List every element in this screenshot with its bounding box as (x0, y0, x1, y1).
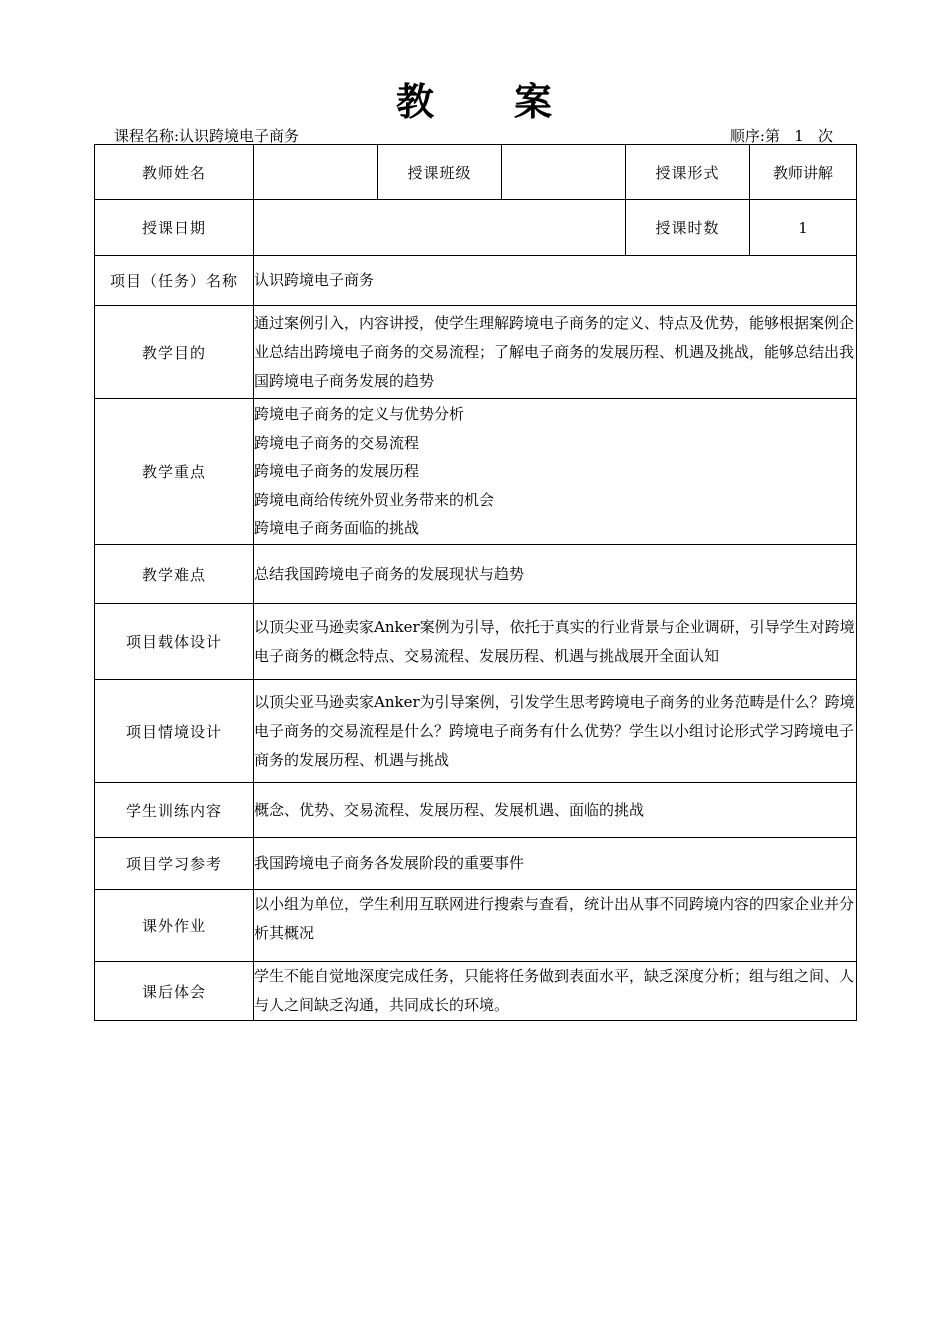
teacher-name-value (254, 145, 378, 200)
key-points-list (254, 399, 857, 545)
sequence-number: 1 (794, 127, 804, 145)
class-label: 授课班级 (378, 145, 502, 200)
project-name-label: 项目（任务）名称 (95, 256, 254, 306)
teaching-form-value: 教师讲解 (750, 145, 857, 200)
teaching-hours-value: 1 (750, 200, 857, 256)
list-item: 跨境电子商务的发展历程 (254, 462, 420, 481)
reflection-value: 学生不能自觉地深度完成任务，只能将任务做到表面水平，缺乏深度分析；组与组之间、人与人之间缺乏沟通，共同成长的环境。 (254, 962, 857, 1021)
teaching-date-value (254, 200, 626, 256)
table-row (95, 604, 857, 680)
list-item: 跨境电子商务的定义与优势分析 (254, 405, 465, 424)
table-row (95, 783, 857, 838)
difficulty-value: 总结我国跨境电子商务的发展现状与趋势 (254, 545, 857, 604)
scenario-design-value: 以顶尖亚马逊卖家Anker为引导案例，引发学生思考跨境电子商务的业务范畴是什么？跨境电子商务的交易流程是什么？跨境电子商务有什么优势？学生以小组讨论形式学习跨境电子商务的发展历程、机遇与挑战 (254, 680, 857, 783)
table-row (95, 890, 857, 962)
document-title (0, 78, 950, 126)
teaching-date-label: 授课日期 (95, 200, 254, 256)
table-row (95, 545, 857, 604)
sequence-unit: 次 (817, 127, 833, 145)
table-row (95, 200, 857, 256)
reference-label: 项目学习参考 (95, 838, 254, 890)
title-char-1: 教 (395, 80, 436, 124)
homework-value: 以小组为单位，学生利用互联网进行搜索与查看，统计出从事不同跨境内容的四家企业并分析其概况 (254, 890, 857, 962)
lesson-plan-table (94, 144, 857, 1021)
project-name-value: 认识跨境电子商务 (254, 256, 857, 306)
objective-label: 教学目的 (95, 306, 254, 399)
table-row (95, 256, 857, 306)
reflection-label: 课后体会 (95, 962, 254, 1021)
table-row (95, 306, 857, 399)
reference-value: 我国跨境电子商务各发展阶段的重要事件 (254, 838, 857, 890)
list-item: 跨境电子商务的交易流程 (254, 433, 420, 452)
carrier-design-label: 项目载体设计 (95, 604, 254, 680)
training-value: 概念、优势、交易流程、发展历程、发展机遇、面临的挑战 (254, 783, 857, 838)
table-row (95, 838, 857, 890)
training-label: 学生训练内容 (95, 783, 254, 838)
list-item: 跨境电子商务面临的挑战 (254, 519, 420, 538)
objective-value: 通过案例引入，内容讲授，使学生理解跨境电子商务的定义、特点及优势，能够根据案例企业总结出跨境电子商务的交易流程；了解电子商务的发展历程、机遇及挑战，能够总结出我国跨境电子商务发展的趋势 (254, 306, 857, 399)
title-char-2: 案 (514, 80, 555, 124)
sequence-label: 顺序:第 (729, 127, 780, 145)
carrier-design-value: 以顶尖亚马逊卖家Anker案例为引导，依托于真实的行业背景与企业调研，引导学生对跨境电子商务的概念特点、交易流程、发展历程、机遇与挑战展开全面认知 (254, 604, 857, 680)
class-value (502, 145, 626, 200)
table-row (95, 962, 857, 1021)
table-row (95, 399, 857, 545)
difficulty-label: 教学难点 (95, 545, 254, 604)
table-row (95, 145, 857, 200)
table-row (95, 680, 857, 783)
list-item: 跨境电商给传统外贸业务带来的机会 (254, 490, 495, 509)
homework-label: 课外作业 (95, 890, 254, 962)
key-points-label: 教学重点 (95, 399, 254, 545)
course-name: 课程名称:认识跨境电子商务 (114, 127, 300, 145)
scenario-design-label: 项目情境设计 (95, 680, 254, 783)
teaching-hours-label: 授课时数 (626, 200, 750, 256)
teaching-form-label: 授课形式 (626, 145, 750, 200)
teacher-name-label: 教师姓名 (95, 145, 254, 200)
